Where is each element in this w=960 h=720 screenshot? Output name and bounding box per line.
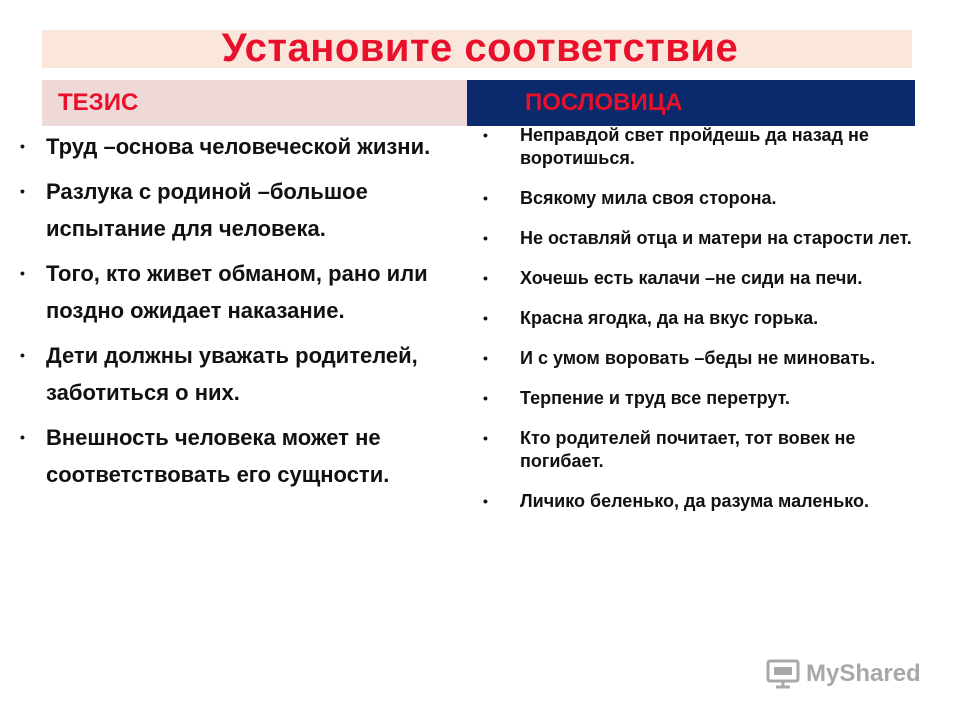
bullet-icon: • bbox=[483, 493, 488, 509]
proverb-text: И с умом воровать –беды не миновать. bbox=[520, 348, 876, 368]
proverb-text: Не оставляй отца и матери на старости лет. bbox=[520, 228, 912, 248]
bullet-icon: • bbox=[483, 350, 488, 366]
proverb-item bbox=[478, 347, 923, 370]
bullet-icon: • bbox=[483, 270, 488, 286]
bullet-icon: • bbox=[483, 430, 488, 446]
bullet-icon: • bbox=[20, 265, 25, 281]
bullet-icon: • bbox=[20, 429, 25, 445]
bullet-icon: • bbox=[483, 127, 488, 143]
thesis-list bbox=[20, 128, 460, 501]
thesis-text: Труд –основа человеческой жизни. bbox=[46, 134, 431, 159]
header-thesis: ТЕЗИС bbox=[42, 80, 467, 126]
proverb-text: Красна ягодка, да на вкус горька. bbox=[520, 308, 819, 328]
proverb-item bbox=[478, 387, 923, 410]
proverb-text: Терпение и труд все перетрут. bbox=[520, 388, 790, 408]
thesis-item bbox=[20, 255, 460, 329]
bullet-icon: • bbox=[483, 190, 488, 206]
proverb-text: Всякому мила своя сторона. bbox=[520, 188, 777, 208]
proverb-text: Хочешь есть калачи –не сиди на печи. bbox=[520, 268, 863, 288]
proverb-text: Личико беленько, да разума маленько. bbox=[520, 491, 870, 511]
thesis-text: Внешность человека может не соответствовать его сущности. bbox=[46, 425, 390, 487]
thesis-item bbox=[20, 128, 460, 165]
thesis-text: Разлука с родиной –большое испытание для человека. bbox=[46, 179, 368, 241]
bullet-icon: • bbox=[483, 310, 488, 326]
proverb-item bbox=[478, 267, 923, 290]
proverb-item bbox=[478, 490, 923, 513]
watermark-logo bbox=[766, 655, 936, 693]
thesis-item bbox=[20, 337, 460, 411]
proverb-text: Кто родителей почитает, тот вовек не погибает. bbox=[520, 428, 856, 471]
proverb-item bbox=[478, 227, 923, 250]
slide-title: Установите соответствие bbox=[221, 26, 739, 70]
bullet-icon: • bbox=[20, 138, 25, 154]
thesis-text: Того, кто живет обманом, рано или поздно ожидает наказание. bbox=[46, 261, 428, 323]
thesis-item bbox=[20, 419, 460, 493]
proverb-text: Неправдой свет пройдешь да назад не воротишься. bbox=[520, 125, 869, 168]
thesis-item bbox=[20, 173, 460, 247]
watermark-text: MyShared bbox=[806, 660, 921, 687]
thesis-text: Дети должны уважать родителей, заботиться о них. bbox=[46, 343, 418, 405]
proverb-item bbox=[478, 427, 923, 473]
bullet-icon: • bbox=[483, 230, 488, 246]
bullet-icon: • bbox=[20, 347, 25, 363]
bullet-icon: • bbox=[20, 183, 25, 199]
projector-screen-icon bbox=[766, 659, 800, 689]
proverb-item bbox=[478, 307, 923, 330]
proverb-item bbox=[478, 187, 923, 210]
header-proverb: ПОСЛОВИЦА bbox=[467, 80, 915, 126]
proverb-item bbox=[478, 124, 923, 170]
proverb-list bbox=[478, 124, 923, 530]
bullet-icon: • bbox=[483, 390, 488, 406]
